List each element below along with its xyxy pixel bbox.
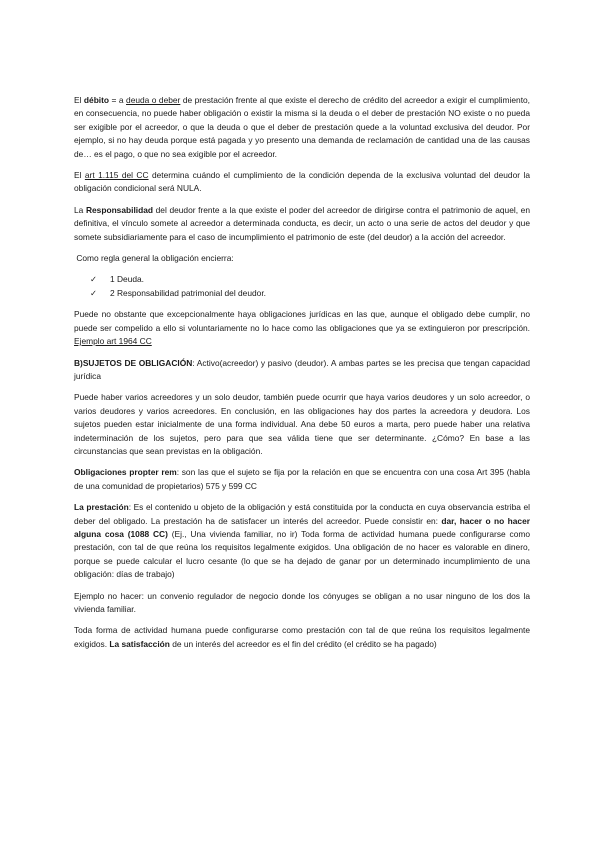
paragraph-prestacion — [74, 501, 530, 581]
paragraph-regla-general: Como regla general la obligación encierra: — [74, 253, 234, 264]
term-prestacion: La prestación — [74, 502, 129, 513]
text: : Es el contenido u objeto de la obligación y está constituida por la conducta en cuya observancia estriba el deber del obligado. La prestación ha de satisfacer un interés del acreedor. Puede consistir en: — [74, 502, 530, 526]
paragraph-acreedores: Puede haber varios acreedores y un solo deudor, también puede ocurrir que haya varios deudores y un solo acreedor, o varios deudores y varios acreedores. En conclusión, en las obligaciones hay dos partes la acreedora y deudora. Los sujetos pueden estar inicialmente de una forma individual. Ana debe 50 euros a marta, pero puede haber una relativa indeterminación de los sujetos, pero para que sea válida tiene que ser determinante. ¿Cómo? En base a las circunstancias que sean previstas en la obligación. — [74, 392, 530, 456]
text: : Activo(acreedor) y pasivo (deudor). A ambas partes se les precisa que tengan capacidad jurídica — [74, 357, 531, 381]
checklist — [90, 273, 530, 300]
text: de prestación frente al que existe el derecho de crédito del acreedor a exigir el cumplimiento, en consecuencia, no puede haber obligación o existir la misma si la deuda o el deber de prestación NO existe o no pueda ser exigible por el acreedor, o que la deuda o que el deber de prestación quede a la voluntad exclusiva del deudor. Por ejemplo, si no hay deuda porque está pagada y yo presento una demanda de reclamación de cantidad una de las causas de… es el pago, o que no sea exigible por el acreedor. — [74, 95, 531, 159]
paragraph-satisfaccion — [74, 624, 530, 651]
term-propter-rem: Obligaciones propter rem — [74, 467, 177, 478]
list-item — [90, 287, 530, 300]
paragraph-propter-rem — [74, 466, 530, 493]
paragraph-responsabilidad — [74, 204, 530, 244]
paragraph-sujetos — [74, 357, 530, 384]
article-reference: Ejemplo art 1964 CC — [74, 336, 152, 347]
paragraph-debito — [74, 94, 530, 161]
list-item-text: 2 Responsabilidad patrimonial del deudor. — [110, 287, 266, 298]
check-icon: ✓ — [90, 274, 98, 285]
list-item — [90, 273, 530, 286]
term-debito: débito — [83, 95, 110, 105]
text: : son las que el sujeto se fija por la relación en que se encuentra con una cosa Art 395 (habla de una comunidad de propietarios) 575 y 599 CC — [74, 467, 530, 491]
text: El — [74, 170, 85, 181]
paragraph-ejemplo-no-hacer: Ejemplo no hacer: un convenio regulador de negocio donde los cónyuges se obligan a no usar ninguno de los dos la vivienda familiar. — [74, 590, 530, 614]
paragraph-excepcional — [74, 308, 530, 348]
text: (Ej., Una vivienda familiar, no ir) Toda forma de actividad humana puede configurarse como prestación, con tal de que reúna los requisitos legalmente exigidos. Una obligación de no hacer es valorable en dinero, porque se puede calcular el lucro cesante (lo que se ha dejado de ganar por un determinado incumplimiento de una obligación: días de trabajo) — [74, 528, 530, 580]
section-heading: B)SUJETOS DE OBLIGACIÓN — [74, 357, 193, 368]
text: La — [74, 204, 86, 215]
text: El — [74, 95, 84, 105]
text: Puede no obstante que excepcionalmente haya obligaciones jurídicas en las que, aunque el obligado debe cumplir, no puede ser compelido a ello si voluntariamente no lo hace como las obligaciones que ya se extinguieron por prescripción. — [74, 309, 530, 333]
term-satisfaccion: La satisfacción — [109, 638, 170, 649]
term-responsabilidad: Responsabilidad — [85, 204, 153, 215]
text: del deudor frente a la que existe el poder del acreedor de dirigirse contra el patrimonio de aquel, en definitiva, el vínculo somete al acreedor a determinada conducta, es decir, un acto o una serie de actos del deudor y que somete subsidiariamente para el caso de incumplimiento el patrimonio de este (del deudor) a la acción del acreedor. — [74, 204, 530, 242]
text: determina cuándo el cumplimiento de la condición dependa de la exclusiva voluntad del deudor la obligación condicional será NULA. — [74, 170, 530, 194]
text: = a — [109, 95, 127, 105]
document-body — [74, 94, 530, 659]
term-deuda-o-deber: deuda o deber — [126, 95, 181, 105]
term-dar-hacer: dar, hacer o no hacer alguna cosa (1088 CC) — [74, 515, 530, 539]
list-item-text: 1 Deuda. — [110, 274, 144, 285]
check-icon: ✓ — [90, 287, 98, 298]
paragraph-art-1115 — [74, 169, 530, 196]
text: de un interés del acreedor es el fin del crédito (el crédito se ha pagado) — [169, 638, 437, 649]
text: Toda forma de actividad humana puede configurarse como prestación con tal de que reúna los requisitos legalmente exigidos. — [74, 625, 530, 649]
article-reference: art 1.115 del CC — [84, 170, 149, 181]
